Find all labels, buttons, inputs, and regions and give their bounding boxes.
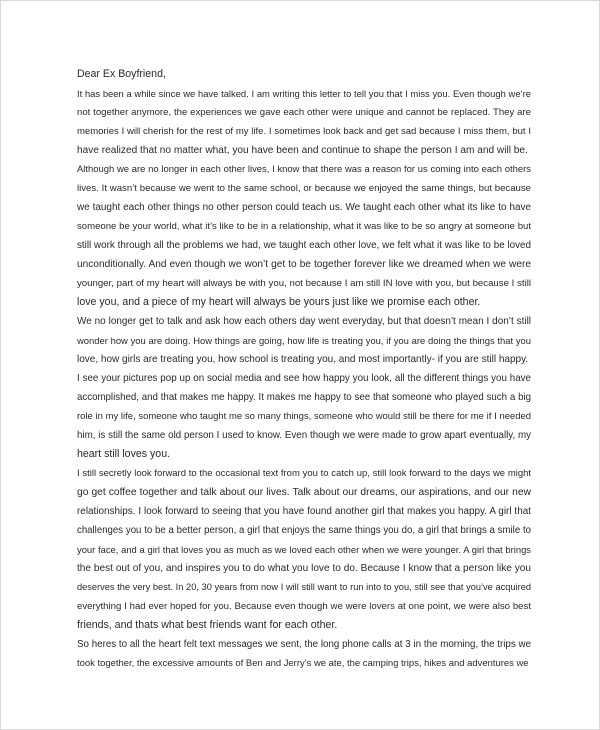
letter-line: someone be your world, what it’s like to be in a relationship, what it was like to be so angry at someone but [77,221,531,232]
letter-line: everything I had ever hoped for you. Because even though we were lovers at one point, we were also best [77,601,531,612]
letter-line: memories I will cherish for the rest of my life. I sometimes look back and get sad because I miss them, but I [77,126,531,137]
letter-line: wonder how you are doing. How things are going, how life is treating you, if you are doing the things that you [77,335,531,346]
letter-line: accomplished, and that makes me happy. It makes me happy to see that someone who played such a big [77,392,531,403]
letter-line: we taught each other things no other person could teach us. We taught each other what its like to have [77,202,531,213]
letter-line: challenges you to be a better person, a girl that enjoys the same things you do, a girl that brings a smile to [77,525,531,536]
letter-paragraph [77,84,531,160]
letter-line: love you, and a piece of my heart will always be yours just like we promise each other. [77,296,481,308]
letter-paragraph [77,312,531,369]
letter-line: I still secretly look forward to the occasional text from you to catch up, still look forward to the days we might [77,468,531,479]
letter-line: younger, part of my heart will always be with you, not because I am still IN love with you, but because I still [77,278,531,289]
letter-line: go get coffee together and talk about our lives. Talk about our dreams, our aspirations, and our new [77,487,531,498]
letter-line: Although we are no longer in each other lives, I know that there was a reason for us coming into each others [77,164,531,175]
letter-paragraphs [77,84,531,673]
letter-line: role in my life, someone who taught me so many things, someone who would still be there for me if I needed [77,411,531,422]
letter-line: heart still loves you. [77,448,171,460]
letter-line: have realized that no matter what, you have been and continue to shape the person I am and will be. [77,145,528,156]
letter-paragraph [77,369,531,464]
letter-paragraph [77,160,531,312]
letter-line: took together, the excessive amounts of Ben and Jerry’s we ate, the camping trips, hikes and adventures we [77,658,529,669]
letter-line: lives. It wasn’t because we went to the same school, or because we enjoyed the same things, but because [77,183,531,194]
letter-paragraph [77,464,531,635]
salutation-text: Dear Ex Boyfriend, [77,68,166,80]
letter-line: It has been a while since we have talked. I am writing this letter to tell you that I miss you. Even though we’re [77,88,531,99]
letter-line: deserves the very best. In 20, 30 years from now I will still want to run into to you, still see that you’ve acquired [77,582,531,592]
letter-line: I see your pictures pop up on social media and see how happy you look, all the different things you have [77,373,531,384]
letter-line: We no longer get to talk and ask how each others day went everyday, but that doesn’t mean I don’t still [77,316,531,327]
letter-body [77,65,531,673]
letter-line: still work through all the problems we had, we taught each other love, we felt what it was like to be loved [77,240,531,251]
letter-line: So heres to all the heart felt text messages we sent, the long phone calls at 3 in the morning, the trips we [77,639,531,650]
letter-line: not together anymore, the experiences we gave each other were unique and cannot be replaced. They are [77,107,531,118]
letter-line: him, is still the same old person I used to know. Even though we were made to grow apart eventually, my [77,430,531,441]
letter-line: unconditionally. And even though we won’t get to be together forever like we dreamed when we were [77,259,531,270]
salutation [77,65,531,84]
letter-line: your face, and a girl that loves you as much as we loved each other when we were younger. A girl that brings [77,544,531,555]
letter-line: friends, and thats what best friends want for each other. [77,619,338,631]
letter-line: relationships. I look forward to seeing that you have found another girl that makes you happy. A girl that [77,506,531,517]
letter-paragraph [77,635,531,673]
letter-line: the best out of you, and inspires you to do what you love to do. Because I know that a person like you [77,563,531,574]
letter-line: love, how girls are treating you, how school is treating you, and most importantly- if you are still happy. [77,354,529,365]
